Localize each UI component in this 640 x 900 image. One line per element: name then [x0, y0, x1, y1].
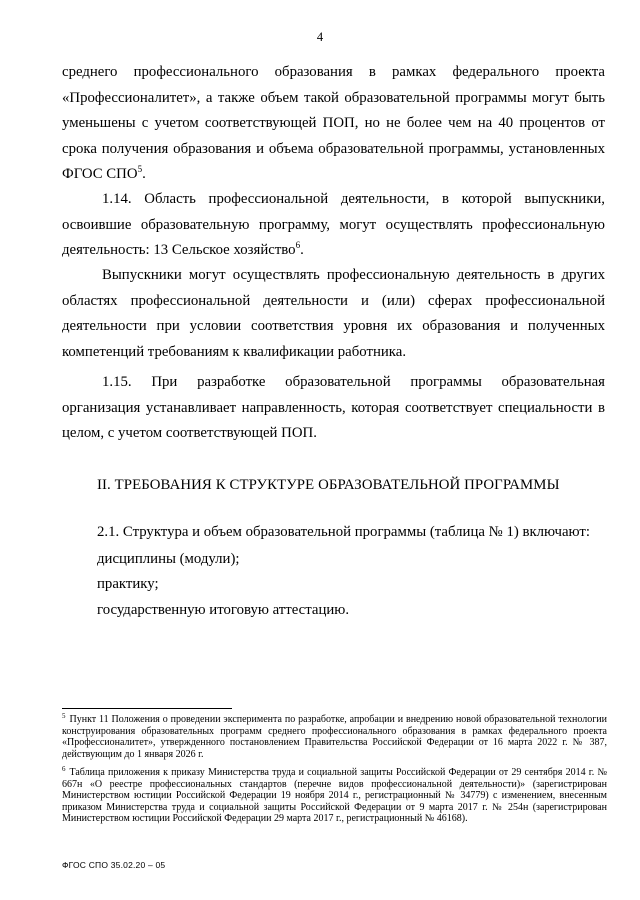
paragraph-continuation [62, 60, 605, 188]
paragraph-text: среднего профессионального образования в рамках федерального проекта «Профессионалитет», а также объем такой образовательной программы могут быть уменьшены с учетом соответствующей ПОП, но не более чем на 40 процентов от срока получения образования и объема образовательной программы, установленных ФГОС СПО [62, 64, 605, 182]
list-item: практику; [97, 576, 159, 592]
paragraph-text: 1.14. Область профессиональной деятельности, в которой выпускники, освоившие образовательную программу, могут осуществлять профессиональную деятельность: 13 Сельское хозяйство [62, 191, 605, 258]
paragraph-1-14 [62, 187, 605, 264]
footnote-ref-6: 6 [295, 240, 301, 251]
footnote-6 [62, 764, 607, 825]
footnote-divider [62, 708, 232, 709]
paragraph-end: . [142, 166, 146, 182]
footnote-5 [62, 711, 607, 760]
footnote-text: Таблица приложения к приказу Министерства труда и социальной защиты Российской Федерации от 29 сентября 2014 г. № 667н «О реестре профессиональных стандартов (перечне видов профессиональной деятельности)» (зарегистрирован Министерством юстиции Российской Федерации 19 ноября 2014 г., регистрационный № 34779) с изменением, внесенным приказом Министерства труда и социальной защиты Российской Федерации от 9 марта 2017 г. № 254н (зарегистрирован Министерством юстиции Российской Федерации 29 марта 2017 г., регистрационный № 46168). [62, 767, 607, 825]
paragraph-graduates: Выпускники могут осуществлять профессиональную деятельность в других областях профессиональной деятельности и (или) сферах профессиональной деятельности при условии соответствия уровня их образования и полученных компетенций требованиям к квалификации работника. [62, 267, 605, 360]
paragraph-1-15: 1.15. При разработке образовательной программы образовательная организация устанавливает направленность, которая соответствует специальности в целом, с учетом соответствующей ПОП. [62, 374, 605, 441]
list-item: дисциплины (модули); [97, 551, 240, 567]
structure-intro: 2.1. Структура и объем образовательной программы (таблица № 1) включают: [97, 524, 590, 540]
paragraph-end: . [300, 242, 304, 258]
document-code: ФГОС СПО 35.02.20 – 05 [62, 860, 166, 870]
list-item: государственную итоговую аттестацию. [97, 602, 350, 618]
footnote-ref-5: 5 [137, 164, 143, 175]
footnote-mark: 5 [62, 711, 66, 720]
footnote-mark: 6 [62, 764, 66, 773]
page-number: 4 [316, 30, 324, 44]
section-heading: II. ТРЕБОВАНИЯ К СТРУКТУРЕ ОБРАЗОВАТЕЛЬНОЙ ПРОГРАММЫ [97, 477, 560, 493]
footnote-text: Пункт 11 Положения о проведении эксперимента по разработке, апробации и внедрению новой образовательной технологии конструирования образовательных программ среднего профессионального образования в рамках федерального проекта «Профессионалитет», утвержденного постановлением Правительства Российской Федерации от 16 марта 2022 г. № 387, действующим до 1 января 2026 г. [62, 714, 607, 760]
